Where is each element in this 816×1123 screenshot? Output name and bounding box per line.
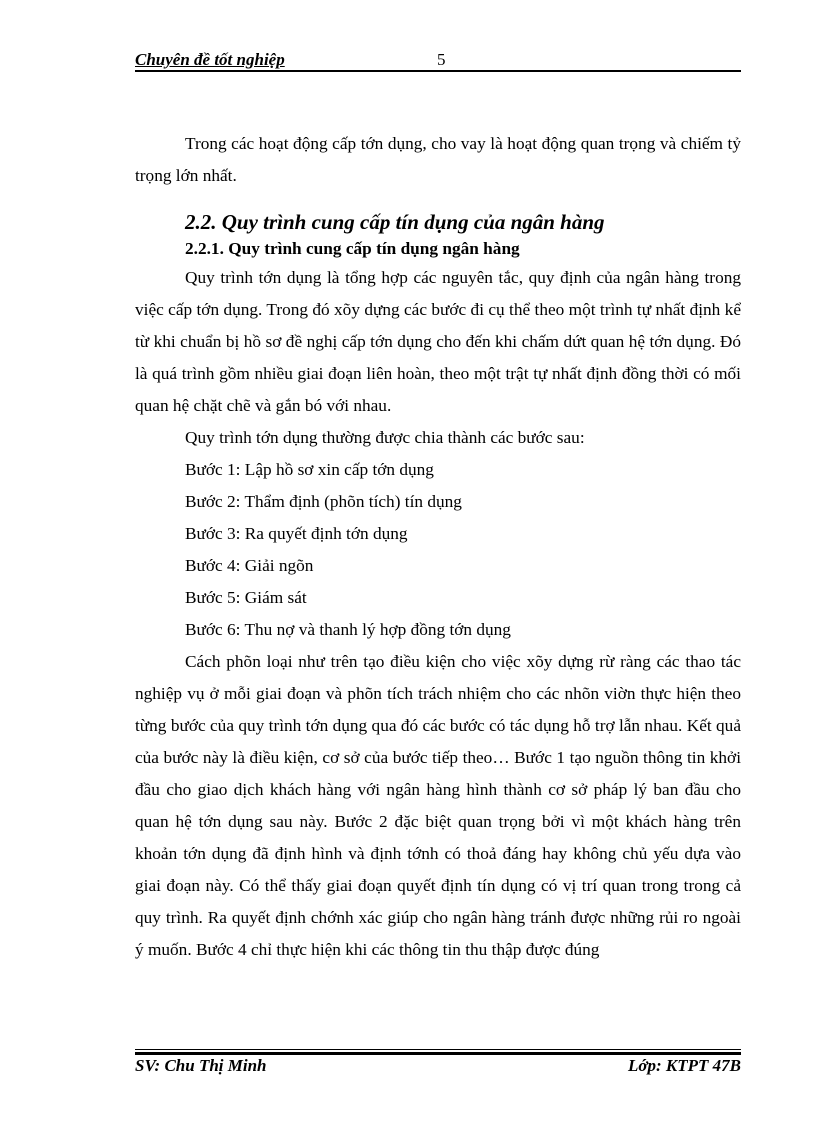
step-item-2: Bước 2: Thẩm định (phõn tích) tín dụng xyxy=(185,492,462,511)
page-number: 5 xyxy=(437,50,446,69)
footer-rule-thin xyxy=(135,1049,741,1050)
paragraph-2: Cách phõn loại như trên tạo điều kiện cho việc xõy dựng rừ ràng các thao tác nghiệp vụ ở mỗi giai đoạn và phõn tích trách nhiệm cho các nhõn viờn thực hiện theo từng bước của quy trình tớn dụng qua đó các bước có tác dụng hỗ trợ lẫn nhau. Kết quả của bước này là điều kiện, cơ sở của bước tiếp theo… Bước 1 tạo nguồn thông tin khởi đầu cho giao dịch khách hàng với ngân hàng hình thành cơ sở pháp lý ban đầu cho quan hệ tớn dụng sau này. Bước 2 đặc biệt quan trọng bởi vì một khách hàng trên khoản tớn dụng đã định hình và định tớnh có thoả đáng hay không chủ yếu dựa vào giai đoạn này. Có thể thấy giai đoạn quyết định tín dụng có vị trí quan trong trong cả quy trình. Ra quyết định chớnh xác giúp cho ngân hàng tránh được những rủi ro ngoài ý muốn. Bước 4 chỉ thực hiện khi các thông tin thu thập được đúng xyxy=(135,652,741,959)
footer-rule-thick xyxy=(135,1052,741,1055)
section-heading: 2.2. Quy trình cung cấp tín dụng của ngân hàng xyxy=(185,210,605,234)
steps-intro: Quy trình tớn dụng thường được chia thành các bước sau: xyxy=(185,428,585,447)
header-title: Chuyên đề tốt nghiệp xyxy=(135,50,285,69)
step-item-6: Bước 6: Thu nợ và thanh lý hợp đồng tớn dụng xyxy=(185,620,511,639)
document-body xyxy=(135,128,741,966)
footer-class: Lớp: KTPT 47B xyxy=(628,1056,741,1075)
step-item-1: Bước 1: Lập hồ sơ xin cấp tớn dụng xyxy=(185,460,434,479)
paragraph-1: Quy trình tớn dụng là tổng hợp các nguyên tắc, quy định của ngân hàng trong việc cấp tớn dụng. Trong đó xõy dựng các bước đi cụ thể theo một trình tự nhất định kể từ khi chuẩn bị hồ sơ đề nghị cấp tớn dụng cho đến khi chấm dứt quan hệ tớn dụng. Đó là quá trình gồm nhiều giai đoạn liên hoàn, theo một trật tự nhất định đồng thời có mối quan hệ chặt chẽ và gắn bó với nhau. xyxy=(135,268,741,415)
intro-paragraph: Trong các hoạt động cấp tớn dụng, cho vay là hoạt động quan trọng và chiếm tỷ trọng lớn nhất. xyxy=(135,134,741,185)
page-header xyxy=(135,48,741,72)
step-item-4: Bước 4: Giải ngõn xyxy=(185,556,314,575)
subsection-heading: 2.2.1. Quy trình cung cấp tín dụng ngân hàng xyxy=(185,239,520,258)
step-item-5: Bước 5: Giám sát xyxy=(185,588,307,607)
footer-student: SV: Chu Thị Minh xyxy=(135,1056,267,1075)
step-item-3: Bước 3: Ra quyết định tớn dụng xyxy=(185,524,408,543)
